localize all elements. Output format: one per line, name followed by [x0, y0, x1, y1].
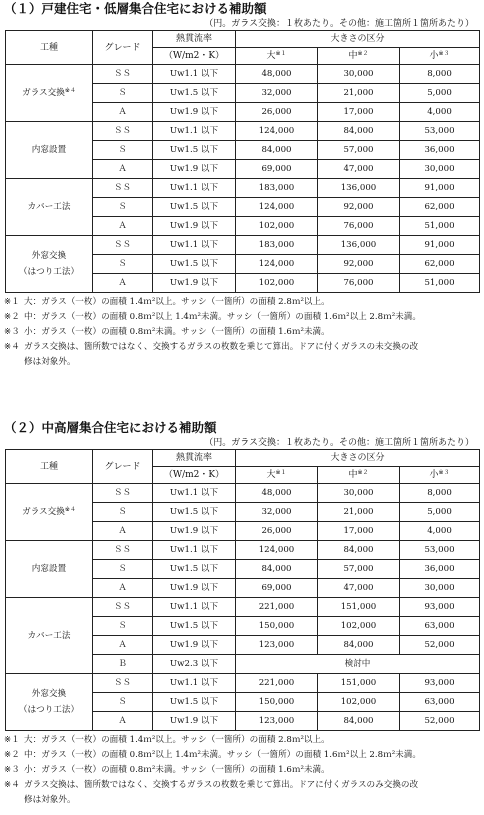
header-small-mark: ※３	[438, 50, 450, 57]
header-large	[236, 48, 318, 65]
header-large-label: 大	[266, 470, 276, 480]
header-grade: グレード	[93, 31, 153, 65]
footnote	[0, 310, 484, 325]
heat-cell: Uw1.5 以下	[153, 255, 236, 274]
grade-cell: Ａ	[93, 636, 153, 655]
header-category: 工種	[6, 31, 93, 65]
grade-cell: ＳＳ	[93, 598, 153, 617]
footnote	[0, 340, 484, 355]
grade-cell: Ｓ	[93, 84, 153, 103]
heat-cell: Uw1.9 以下	[153, 274, 236, 293]
heat-cell: Uw1.1 以下	[153, 236, 236, 255]
header-medium-mark: ※２	[357, 50, 369, 57]
heat-cell: Uw1.1 以下	[153, 484, 236, 503]
footnote-mark: ※３	[4, 327, 20, 337]
header-small-label: 小	[429, 470, 439, 480]
medium-value: 17,000	[318, 103, 400, 122]
small-value: 63,000	[400, 617, 480, 636]
large-value: 124,000	[236, 122, 318, 141]
large-value: 48,000	[236, 484, 318, 503]
small-value: 8,000	[400, 65, 480, 84]
footnote-mark: ※４	[4, 780, 20, 790]
grade-cell: ＳＳ	[93, 541, 153, 560]
large-value: 183,000	[236, 179, 318, 198]
grade-cell: Ｓ	[93, 141, 153, 160]
footnotes	[0, 733, 484, 808]
heat-cell: Uw1.9 以下	[153, 160, 236, 179]
footnote-text: ガラス交換は、箇所数ではなく、交換するガラスの枚数を乗じて算出。ドアに付くガラスのみ交換の改	[24, 780, 419, 790]
small-value: 36,000	[400, 141, 480, 160]
heat-cell: Uw1.1 以下	[153, 674, 236, 693]
grade-cell: Ｂ	[93, 655, 153, 674]
category-cell: 内窓設置	[6, 541, 93, 598]
footnote	[0, 295, 484, 310]
heat-cell: Uw1.9 以下	[153, 522, 236, 541]
heat-cell: Uw1.5 以下	[153, 693, 236, 712]
medium-value: 92,000	[318, 255, 400, 274]
large-value: 123,000	[236, 636, 318, 655]
unit-note: （円。ガラス交換：１枚あたり。その他：施工箇所１箇所あたり）	[204, 438, 474, 448]
heat-cell: Uw1.5 以下	[153, 617, 236, 636]
medium-value: 47,000	[318, 579, 400, 598]
grade-cell: Ａ	[93, 103, 153, 122]
large-value: 150,000	[236, 617, 318, 636]
footnote-mark: ※２	[4, 312, 20, 322]
table-row	[6, 674, 480, 693]
header-small-mark: ※３	[438, 469, 450, 476]
subsidy-table	[5, 30, 480, 293]
medium-value: 84,000	[318, 636, 400, 655]
small-value: 91,000	[400, 236, 480, 255]
large-value: 102,000	[236, 274, 318, 293]
header-heat-bottom: （W/m2・K）	[153, 467, 236, 484]
category-sublabel: （はつり工法）	[18, 705, 80, 715]
grade-cell: Ｓ	[93, 255, 153, 274]
small-value: 62,000	[400, 255, 480, 274]
medium-value: 21,000	[318, 503, 400, 522]
table-row	[6, 236, 480, 255]
category-label: ガラス交換	[22, 88, 65, 98]
grade-cell: Ａ	[93, 217, 153, 236]
footnote	[0, 733, 484, 748]
header-grade: グレード	[93, 450, 153, 484]
medium-value: 76,000	[318, 217, 400, 236]
large-value: 32,000	[236, 503, 318, 522]
small-value: 53,000	[400, 122, 480, 141]
small-value: 4,000	[400, 522, 480, 541]
large-value: 84,000	[236, 560, 318, 579]
table-row	[6, 541, 480, 560]
footnote	[0, 763, 484, 778]
category-cell: カバー工法	[6, 179, 93, 236]
footnote-mark: ※１	[4, 735, 20, 745]
heat-cell: Uw1.9 以下	[153, 579, 236, 598]
medium-value: 57,000	[318, 141, 400, 160]
medium-value: 84,000	[318, 541, 400, 560]
category-cell	[6, 236, 93, 293]
grade-cell: Ｓ	[93, 617, 153, 636]
small-value: 5,000	[400, 84, 480, 103]
small-value: 36,000	[400, 560, 480, 579]
grade-cell: ＳＳ	[93, 484, 153, 503]
header-small	[400, 467, 480, 484]
grade-cell: ＳＳ	[93, 236, 153, 255]
medium-value: 57,000	[318, 560, 400, 579]
header-large-label: 大	[266, 51, 276, 61]
large-value: 183,000	[236, 236, 318, 255]
footnote-text: 中：ガラス（一枚）の面積 0.8ｍ²以上 1.4ｍ²未満。サッシ（一箇所）の面積 1.6ｍ²以上 2.8ｍ²未満。	[24, 750, 421, 760]
category-cell: 内窓設置	[6, 122, 93, 179]
footnote-continuation: 修は対象外。	[24, 795, 76, 805]
medium-value: 30,000	[318, 484, 400, 503]
grade-cell: Ａ	[93, 160, 153, 179]
header-heat-top: 熱貫流率	[153, 31, 236, 48]
header-size: 大きさの区分	[236, 31, 480, 48]
small-value: 4,000	[400, 103, 480, 122]
header-medium	[318, 467, 400, 484]
footnote-mark: ※２	[4, 750, 20, 760]
medium-value: 76,000	[318, 274, 400, 293]
small-value: 52,000	[400, 712, 480, 731]
category-label: ガラス交換	[22, 507, 65, 517]
header-large-mark: ※１	[275, 50, 287, 57]
large-value: 124,000	[236, 198, 318, 217]
medium-value: 151,000	[318, 598, 400, 617]
large-value: 221,000	[236, 598, 318, 617]
category-cell	[6, 65, 93, 122]
header-small-label: 小	[429, 51, 439, 61]
large-value: 26,000	[236, 522, 318, 541]
section-title: （１）戸建住宅・低層集合住宅における補助額	[4, 1, 267, 16]
large-value: 221,000	[236, 674, 318, 693]
medium-value: 102,000	[318, 617, 400, 636]
header-medium-mark: ※２	[357, 469, 369, 476]
grade-cell: Ａ	[93, 579, 153, 598]
medium-value: 21,000	[318, 84, 400, 103]
heat-cell: Uw2.3 以下	[153, 655, 236, 674]
small-value: 30,000	[400, 160, 480, 179]
large-value: 69,000	[236, 160, 318, 179]
small-value: 93,000	[400, 674, 480, 693]
heat-cell: Uw1.1 以下	[153, 122, 236, 141]
header-medium-label: 中	[348, 470, 358, 480]
header-row	[6, 450, 480, 467]
footnote-mark: ※１	[4, 297, 20, 307]
footnote-text: ガラス交換は、箇所数ではなく、交換するガラスの枚数を乗じて算出。ドアに付くガラスの未交換の改	[24, 342, 419, 352]
small-value: 93,000	[400, 598, 480, 617]
section-title: （２）中高層集合住宅における補助額	[4, 420, 217, 435]
footnote-text: 小：ガラス（一枚）の面積 0.8ｍ²未満。サッシ（一箇所）の面積 1.6ｍ²未満。	[24, 327, 330, 337]
table-row	[6, 122, 480, 141]
heat-cell: Uw1.9 以下	[153, 103, 236, 122]
small-value: 62,000	[400, 198, 480, 217]
large-value: 69,000	[236, 579, 318, 598]
small-value: 30,000	[400, 579, 480, 598]
table-row	[6, 598, 480, 617]
medium-value: 17,000	[318, 522, 400, 541]
header-large-mark: ※１	[275, 469, 287, 476]
large-value: 123,000	[236, 712, 318, 731]
header-row	[6, 31, 480, 48]
large-value: 102,000	[236, 217, 318, 236]
header-medium-label: 中	[348, 51, 358, 61]
section-highrise-housing	[0, 419, 484, 808]
header-small	[400, 48, 480, 65]
header-medium	[318, 48, 400, 65]
table-row	[6, 484, 480, 503]
subsidy-table	[5, 449, 480, 731]
header-heat-bottom: （W/m2・K）	[153, 48, 236, 65]
footnote	[0, 325, 484, 340]
category-mark: ※４	[64, 506, 76, 513]
category-cell	[6, 674, 93, 731]
medium-value: 102,000	[318, 693, 400, 712]
large-value: 32,000	[236, 84, 318, 103]
heat-cell: Uw1.5 以下	[153, 503, 236, 522]
category-cell: カバー工法	[6, 598, 93, 674]
small-value: 5,000	[400, 503, 480, 522]
small-value: 8,000	[400, 484, 480, 503]
grade-cell: ＳＳ	[93, 122, 153, 141]
grade-cell: Ａ	[93, 712, 153, 731]
grade-cell: Ｓ	[93, 198, 153, 217]
large-value: 26,000	[236, 103, 318, 122]
medium-value: 30,000	[318, 65, 400, 84]
category-label: 外窓交換	[31, 251, 67, 261]
grade-cell: Ｓ	[93, 560, 153, 579]
grade-cell: ＳＳ	[93, 674, 153, 693]
medium-value: 136,000	[318, 179, 400, 198]
grade-cell: ＳＳ	[93, 65, 153, 84]
grade-cell: Ａ	[93, 522, 153, 541]
small-value: 51,000	[400, 274, 480, 293]
heat-cell: Uw1.9 以下	[153, 636, 236, 655]
large-value: 124,000	[236, 541, 318, 560]
header-category: 工種	[6, 450, 93, 484]
large-value: 84,000	[236, 141, 318, 160]
heat-cell: Uw1.5 以下	[153, 141, 236, 160]
medium-value: 84,000	[318, 122, 400, 141]
heat-cell: Uw1.1 以下	[153, 179, 236, 198]
unit-note: （円。ガラス交換：１枚あたり。その他：施工箇所１箇所あたり）	[204, 19, 474, 29]
heat-cell: Uw1.5 以下	[153, 84, 236, 103]
medium-value: 136,000	[318, 236, 400, 255]
header-size: 大きさの区分	[236, 450, 480, 467]
footnote-mark: ※３	[4, 765, 20, 775]
footnote-text: 中：ガラス（一枚）の面積 0.8ｍ²以上 1.4ｍ²未満。サッシ（一箇所）の面積 1.6ｍ²以上 2.8ｍ²未満。	[24, 312, 421, 322]
grade-cell: ＳＳ	[93, 179, 153, 198]
medium-value: 84,000	[318, 712, 400, 731]
large-value: 150,000	[236, 693, 318, 712]
heat-cell: Uw1.9 以下	[153, 712, 236, 731]
section-detached-housing	[0, 0, 484, 370]
footnote-continuation: 修は対象外。	[24, 357, 76, 367]
category-sublabel: （はつり工法）	[18, 267, 80, 277]
footnote-text: 小：ガラス（一枚）の面積 0.8ｍ²未満。サッシ（一箇所）の面積 1.6ｍ²未満。	[24, 765, 330, 775]
heat-cell: Uw1.1 以下	[153, 598, 236, 617]
footnote	[0, 778, 484, 793]
heat-cell: Uw1.5 以下	[153, 560, 236, 579]
medium-value: 92,000	[318, 198, 400, 217]
heat-cell: Uw1.1 以下	[153, 65, 236, 84]
header-large	[236, 467, 318, 484]
small-value: 51,000	[400, 217, 480, 236]
table-row	[6, 179, 480, 198]
small-value: 91,000	[400, 179, 480, 198]
footnote-text: 大：ガラス（一枚）の面積 1.4ｍ²以上。サッシ（一箇所）の面積 2.8ｍ²以上。	[24, 735, 330, 745]
small-value: 53,000	[400, 541, 480, 560]
category-label: 外窓交換	[31, 689, 67, 699]
footnotes	[0, 295, 484, 370]
grade-cell: Ｓ	[93, 503, 153, 522]
grade-cell: Ｓ	[93, 693, 153, 712]
large-value: 48,000	[236, 65, 318, 84]
under-review-cell: 検討中	[236, 655, 480, 674]
medium-value: 47,000	[318, 160, 400, 179]
small-value: 63,000	[400, 693, 480, 712]
heat-cell: Uw1.9 以下	[153, 217, 236, 236]
header-heat-top: 熱貫流率	[153, 450, 236, 467]
footnote-text: 大：ガラス（一枚）の面積 1.4ｍ²以上。サッシ（一箇所）の面積 2.8ｍ²以上。	[24, 297, 330, 307]
grade-cell: Ａ	[93, 274, 153, 293]
footnote	[0, 748, 484, 763]
footnote-mark: ※４	[4, 342, 20, 352]
table-row	[6, 65, 480, 84]
large-value: 124,000	[236, 255, 318, 274]
category-mark: ※４	[64, 87, 76, 94]
small-value: 52,000	[400, 636, 480, 655]
heat-cell: Uw1.1 以下	[153, 541, 236, 560]
heat-cell: Uw1.5 以下	[153, 198, 236, 217]
medium-value: 151,000	[318, 674, 400, 693]
category-cell	[6, 484, 93, 541]
